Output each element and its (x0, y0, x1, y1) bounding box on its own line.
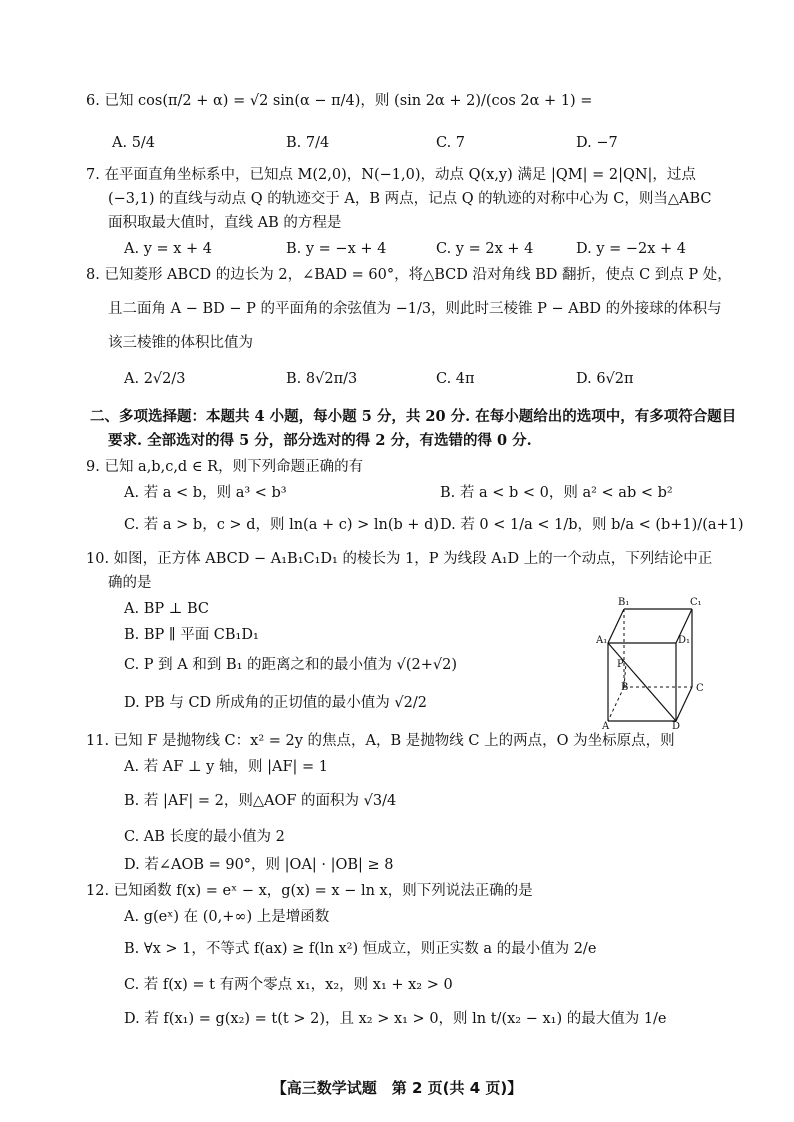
label-a: A (602, 721, 610, 729)
q6-option-c: C. 7 (436, 135, 466, 151)
q7-line-2: (−3,1) 的直线与动点 Q 的轨迹交于 A，B 两点，记点 Q 的轨迹的对称中心为 C，则当△ABC (108, 191, 712, 207)
section-2-line-2: 要求. 全部选对的得 5 分，部分选对的得 2 分，有选错的得 0 分. (108, 432, 532, 449)
q9-option-b: B. 若 a < b < 0，则 a² < ab < b² (440, 485, 673, 501)
q6-option-a: A. 5/4 (112, 135, 156, 151)
q8-line-2: 且二面角 A − BD − P 的平面角的余弦值为 −1/3，则此时三棱锥 P − ABD 的外接球的体积与 (108, 301, 722, 317)
q10-option-a: A. BP ⊥ BC (124, 601, 209, 617)
q10-option-b: B. BP ∥ 平面 CB₁D₁ (124, 627, 259, 643)
q7-option-a: A. y = x + 4 (124, 241, 213, 257)
q8-line-3: 该三棱锥的体积比值为 (108, 335, 253, 351)
q6-option-b: B. 7/4 (286, 135, 330, 151)
q12-option-b: B. ∀x > 1，不等式 f(ax) ≥ f(ln x²) 恒成立，则正实数 a 的最小值为 2/e (124, 941, 597, 957)
q8-line-1: 8. 已知菱形 ABCD 的边长为 2，∠BAD = 60°，将△BCD 沿对角线 BD 翻折，使点 C 到点 P 处， (86, 267, 732, 283)
q10-line-2: 确的是 (108, 575, 152, 591)
q11-option-b: B. 若 |AF| = 2，则△AOF 的面积为 √3/4 (124, 793, 397, 809)
q12-stem: 12. 已知函数 f(x) = eˣ − x，g(x) = x − ln x，则下列说法正确的是 (86, 883, 533, 899)
cube-figure (596, 597, 716, 729)
label-c1: C₁ (690, 597, 702, 608)
q8-option-b: B. 8√2π/3 (286, 371, 358, 387)
q8-option-d: D. 6√2π (576, 371, 634, 387)
q12-option-c: C. 若 f(x) = t 有两个零点 x₁，x₂，则 x₁ + x₂ > 0 (124, 977, 453, 993)
q12-option-a: A. g(eˣ) 在 (0,+∞) 上是增函数 (124, 909, 330, 925)
label-c: C (696, 683, 704, 694)
label-b: B (621, 682, 629, 693)
page-footer: 【高三数学试题 第 2 页(共 4 页)】 (271, 1079, 523, 1097)
q10-option-d: D. PB 与 CD 所成角的正切值的最小值为 √2/2 (124, 695, 427, 711)
label-d1: D₁ (678, 635, 691, 646)
label-a1: A₁ (596, 635, 608, 646)
q9-option-c: C. 若 a > b，c > d，则 ln(a + c) > ln(b + d) (124, 517, 440, 533)
q7-line-3: 面积取最大值时，直线 AB 的方程是 (108, 215, 342, 231)
q11-option-c: C. AB 长度的最小值为 2 (124, 829, 285, 845)
q8-option-a: A. 2√2/3 (124, 371, 186, 387)
q9-option-d: D. 若 0 < 1/a < 1/b，则 b/a < (b+1)/(a+1) (440, 517, 744, 533)
q6-option-d: D. −7 (576, 135, 618, 151)
section-2-line-1: 二、多项选择题：本题共 4 小题，每小题 5 分，共 20 分. 在每小题给出的选项中，有多项符合题目 (90, 408, 737, 425)
q10-option-c: C. P 到 A 和到 B₁ 的距离之和的最小值为 √(2+√2) (124, 657, 458, 673)
label-d: D (672, 721, 681, 729)
label-p: P (617, 659, 624, 670)
q7-option-b: B. y = −x + 4 (286, 241, 387, 257)
q7-line-1: 7. 在平面直角坐标系中，已知点 M(2,0)，N(−1,0)，动点 Q(x,y) 满足 |QM| = 2|QN|，过点 (86, 167, 696, 183)
q11-option-a: A. 若 AF ⊥ y 轴，则 |AF| = 1 (124, 759, 328, 775)
q9-stem: 9. 已知 a,b,c,d ∈ R，则下列命题正确的有 (86, 459, 364, 475)
q12-option-d: D. 若 f(x₁) = g(x₂) = t(t > 2)，且 x₂ > x₁ > 0，则 ln t/(x₂ − x₁) 的最大值为 1/e (124, 1011, 667, 1027)
q11-option-d: D. 若∠AOB = 90°，则 |OA| · |OB| ≥ 8 (124, 857, 394, 873)
q8-option-c: C. 4π (436, 371, 475, 387)
q9-option-a: A. 若 a < b，则 a³ < b³ (124, 485, 287, 501)
label-b1: B₁ (618, 597, 630, 608)
q6-stem: 6. 已知 cos(π/2 + α) = √2 sin(α − π/4)，则 (sin 2α + 2)/(cos 2α + 1) = (86, 93, 593, 109)
q10-line-1: 10. 如图，正方体 ABCD − A₁B₁C₁D₁ 的棱长为 1，P 为线段 A₁D 上的一个动点，下列结论中正 (86, 551, 713, 567)
q7-option-c: C. y = 2x + 4 (436, 241, 534, 257)
q7-option-d: D. y = −2x + 4 (576, 241, 687, 257)
q11-stem: 11. 已知 F 是抛物线 C：x² = 2y 的焦点，A，B 是抛物线 C 上的两点，O 为坐标原点，则 (86, 733, 675, 749)
